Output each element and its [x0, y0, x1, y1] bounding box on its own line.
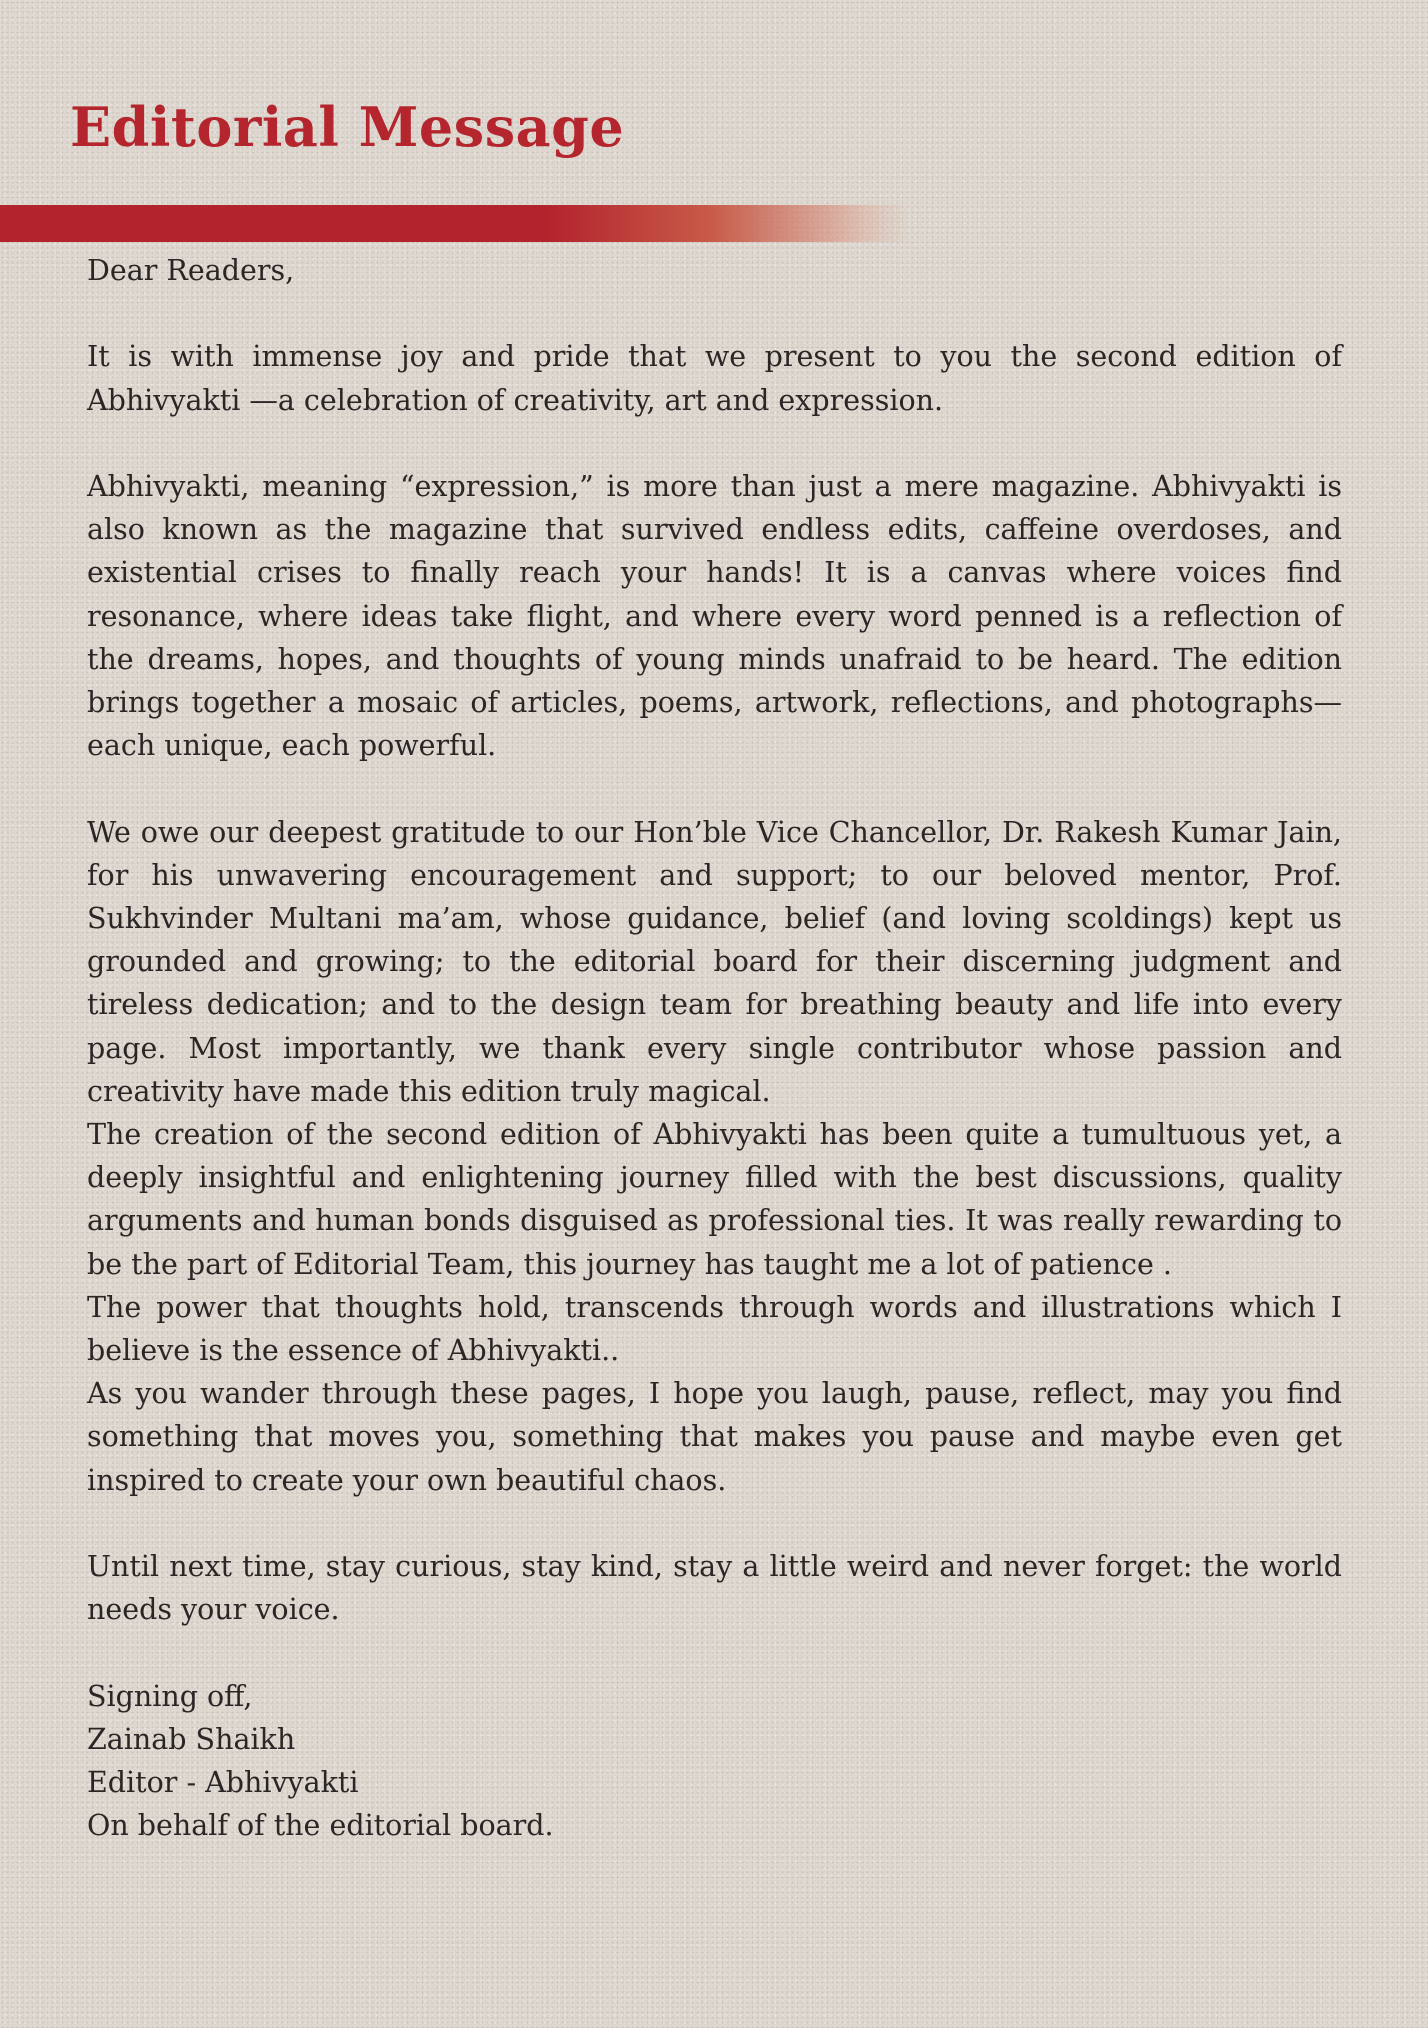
paragraph-gratitude: We owe our deepest gratitude to our Hon’ble Vice Chancellor, Dr. Rakesh Kumar Jain, for his unwavering encouragement and support; to our beloved mentor, Prof. Sukhvinder Multani ma’am, whose guidance, belief (and loving scoldings) kept us grounded and growing; to the editorial board for their discerning judgment and tireless dedication; and to the design team for breathing beauty and life into every page. Most importantly, we thank every single contributor whose passion and creativity have made this edition truly magical. — [87, 815, 1342, 1108]
paragraph-spacer — [87, 1502, 1342, 1545]
paragraph-journey: The creation of the second edition of Abhivyakti has been quite a tumultuous yet, a deeply insightful and enlightening journey filled with the best discussions, quality arguments and human bonds disguised as professional ties. It was really rewarding to be the part of Editorial Team, this journey has taught me a lot of patience . — [87, 1118, 1342, 1281]
paragraph-spacer — [87, 292, 1342, 335]
editorial-body — [87, 249, 1342, 1847]
paragraph-closing: Until next time, stay curious, stay kind, stay a little weird and never forget: the world needs your voice. — [87, 1550, 1342, 1627]
title-underline-bar — [0, 205, 910, 242]
paragraph-spacer — [87, 1631, 1342, 1674]
paragraph-power: The power that thoughts hold, transcends through words and illustrations which I believe is the essence of Abhivyakti.. — [87, 1290, 1342, 1368]
paragraph-about: Abhivyakti, meaning “expression,” is more than just a mere magazine. Abhivyakti is also known as the magazine that survived endless edits, caffeine overdoses, and existential crises to finally reach your hands! It is a canvas where voices find resonance, where ideas take flight, and where every word penned is a reflection of the dreams, hopes, and thoughts of young minds unafraid to be heard. The edition brings together a mosaic of articles, poems, artwork, reflections, and photographs—each unique, each powerful. — [87, 469, 1342, 763]
page-title: Editorial Message — [70, 95, 625, 159]
signature-block — [87, 1675, 1342, 1848]
paragraph-spacer — [87, 767, 1342, 810]
paragraph-intro: It is with immense joy and pride that we present to you the second edition of Abhivyakti —a celebration of creativity, art and expression. — [87, 340, 1342, 417]
signoff-role: Editor - Abhivyakti — [87, 1766, 359, 1800]
signoff-note: On behalf of the editorial board. — [87, 1809, 554, 1843]
signoff-closing: Signing off, — [87, 1679, 253, 1713]
signoff-name: Zainab Shaikh — [87, 1722, 296, 1756]
paragraph-wander: As you wander through these pages, I hope you laugh, pause, reflect, may you find something that moves you, something that makes you pause and maybe even get inspired to create your own beautiful chaos. — [87, 1377, 1342, 1497]
paragraph-spacer — [87, 422, 1342, 465]
salutation: Dear Readers, — [87, 254, 295, 287]
